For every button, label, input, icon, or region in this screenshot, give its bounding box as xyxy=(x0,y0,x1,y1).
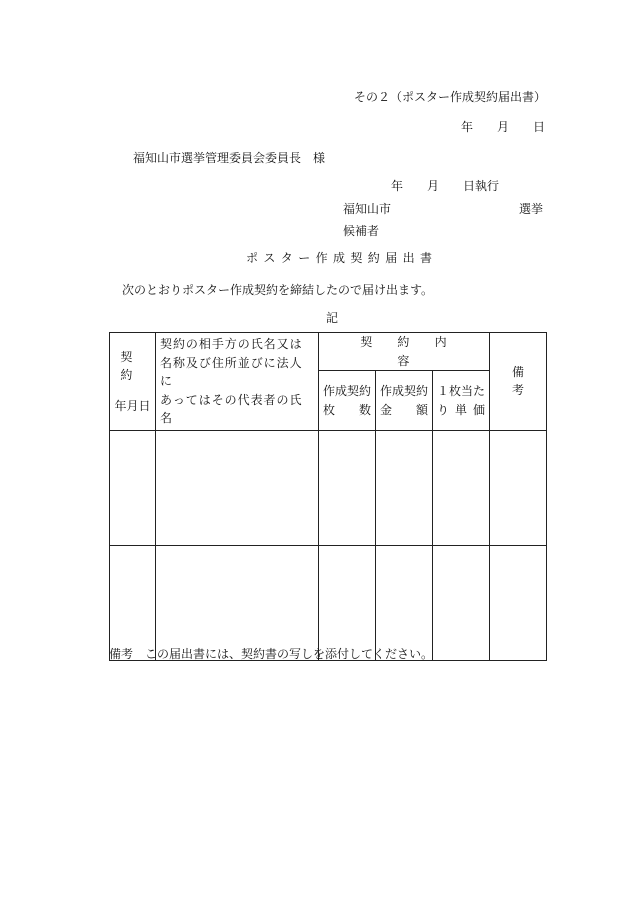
addressee: 福知山市選挙管理委員会委員長 様 xyxy=(133,151,326,165)
cell-date[interactable] xyxy=(110,545,156,660)
contract-table xyxy=(109,332,547,661)
header-unit-price: １枚当た り単価 xyxy=(433,371,490,431)
candidate-label: 候補者 xyxy=(343,224,380,238)
header-remarks: 備考 xyxy=(490,333,547,431)
election-date: 年 月 日執行 xyxy=(391,179,500,193)
document-title: ポスター作成契約届出書 xyxy=(246,251,438,265)
cell-unit-price[interactable] xyxy=(433,545,490,660)
header-count: 作成契約 枚 数 xyxy=(319,371,376,431)
header-contract-date: 契約 年月日 xyxy=(110,333,156,431)
form-number: その２（ポスター作成契約届出書） xyxy=(354,90,547,104)
cell-remarks[interactable] xyxy=(490,430,547,545)
cell-remarks[interactable] xyxy=(490,545,547,660)
cell-amount[interactable] xyxy=(376,430,433,545)
cell-amount[interactable] xyxy=(376,545,433,660)
header-amount: 作成契約 金 額 xyxy=(376,371,433,431)
cell-party[interactable] xyxy=(156,545,319,660)
cell-count[interactable] xyxy=(319,430,376,545)
header-contract-party: 契約の相手方の氏名又は 名称及び住所並びに法人に あってはその代表者の氏名 xyxy=(156,333,319,431)
election-city: 福知山市 xyxy=(343,202,392,216)
header-contract-content: 契約内容 xyxy=(319,333,490,371)
cell-party[interactable] xyxy=(156,430,319,545)
cell-date[interactable] xyxy=(110,430,156,545)
intro-text: 次のとおりポスター作成契約を締結したので届け出ます。 xyxy=(122,283,434,297)
election-suffix: 選挙 xyxy=(519,202,544,216)
ki-mark: 記 xyxy=(326,311,339,325)
footer-note: 備考 この届出書には、契約書の写しを添付してください。 xyxy=(109,647,434,661)
table-row xyxy=(110,430,547,545)
cell-unit-price[interactable] xyxy=(433,430,490,545)
cell-count[interactable] xyxy=(319,545,376,660)
table-row xyxy=(110,545,547,660)
submission-date: 年 月 日 xyxy=(461,120,546,134)
